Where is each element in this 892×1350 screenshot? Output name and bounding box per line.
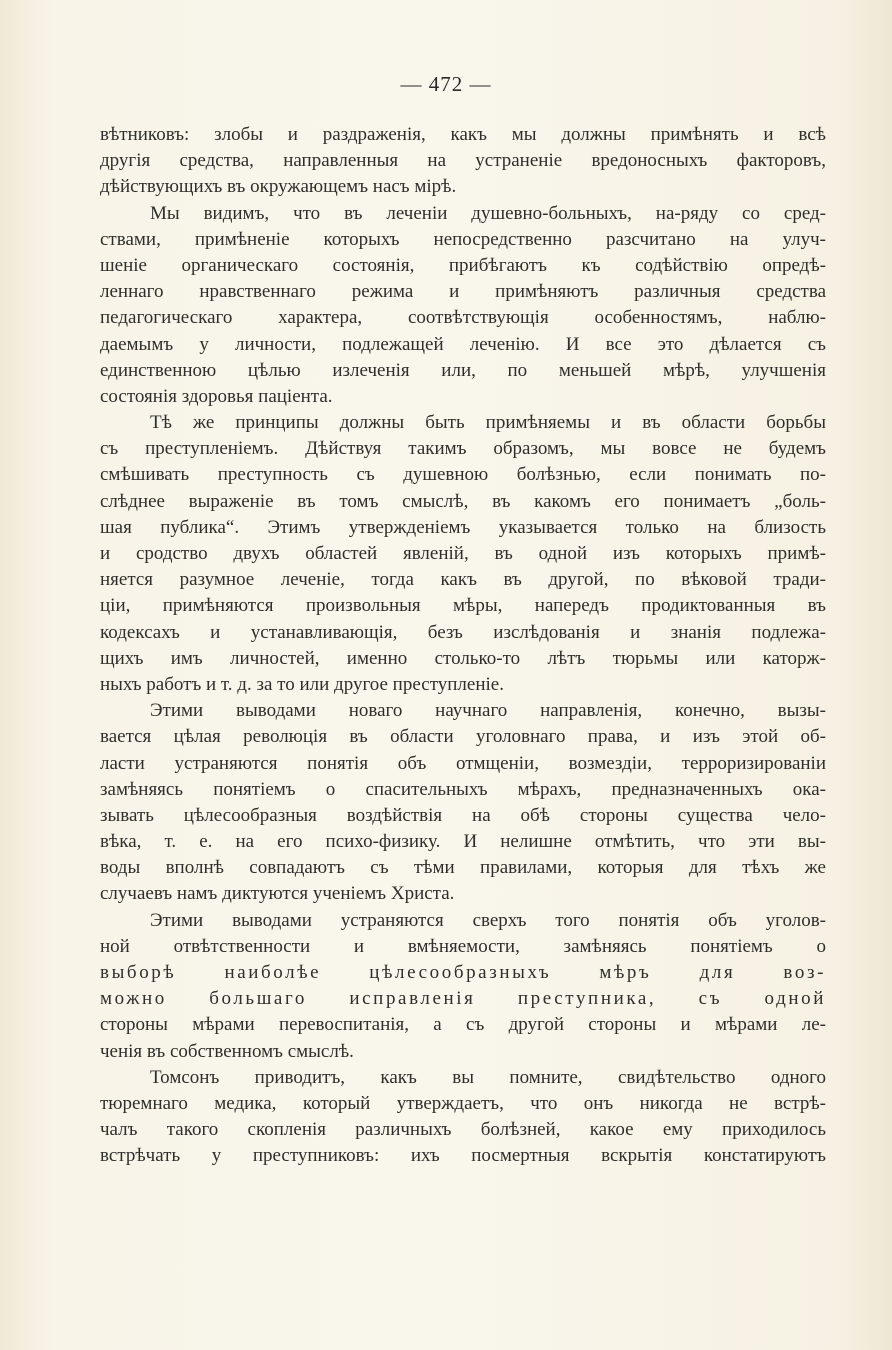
text-line: Мы видимъ, что въ леченіи душевно-больныхъ, на-ряду со сред- bbox=[150, 202, 826, 224]
text-line: вѣтниковъ: злобы и раздраженія, какъ мы должны примѣнять и всѣ bbox=[100, 124, 826, 145]
text-line: даемымъ у личности, подлежащей леченію. И все это дѣлается съ bbox=[100, 333, 826, 355]
text-line: тюремнаго медика, который утверждаетъ, что онъ никогда не встрѣ- bbox=[100, 1092, 826, 1114]
text-line: ченія въ собственномъ смыслѣ. bbox=[100, 1040, 354, 1062]
text-line: шеніе органическаго состоянія, прибѣгаютъ къ содѣйствію опредѣ- bbox=[100, 254, 826, 276]
paragraph-4 bbox=[100, 698, 826, 908]
text-line: стороны мѣрами перевоспитанія, а съ другой стороны и мѣрами ле- bbox=[100, 1014, 826, 1036]
text-line: няется разумное леченіе, тогда какъ въ другой, по вѣковой тради- bbox=[100, 569, 826, 591]
text-line: смѣшивать преступность съ душевною болѣзнью, если понимать по- bbox=[100, 464, 826, 486]
text-line: ствами, примѣненіе которыхъ непосредственно разсчитано на улуч- bbox=[100, 228, 826, 250]
text-line: вается цѣлая революція въ области уголовнаго права, и изъ этой об- bbox=[100, 726, 826, 748]
text-line: воды вполнѣ совпадаютъ съ тѣми правилами, которыя для тѣхъ же bbox=[100, 857, 826, 879]
text-line: состоянія здоровья паціента. bbox=[100, 385, 333, 407]
text-line: съ преступленіемъ. Дѣйствуя такимъ образомъ, мы вовсе не будемъ bbox=[100, 438, 826, 460]
emphasized-text-line: выборѣ наиболѣе цѣлесообразныхъ мѣръ для воз- bbox=[100, 962, 826, 983]
text-line: другія средства, направленныя на устраненіе вредоносныхъ факторовъ, bbox=[100, 150, 826, 172]
text-line: шая публика“. Этимъ утвержденіемъ указывается только на близость bbox=[100, 516, 826, 538]
text-line: встрѣчать у преступниковъ: ихъ посмертныя вскрытія констатируютъ bbox=[100, 1145, 826, 1167]
body-text bbox=[100, 122, 826, 1170]
paragraph-3 bbox=[100, 410, 826, 698]
text-line: и сродство двухъ областей явленій, въ одной изъ которыхъ примѣ- bbox=[100, 543, 826, 564]
paragraph-6 bbox=[100, 1065, 826, 1170]
text-line: ласти устраняются понятія объ отмщеніи, возмездіи, терроризированіи bbox=[100, 752, 826, 774]
text-line: щихъ имъ личностей, именно столько-то лѣтъ тюрьмы или каторж- bbox=[100, 647, 826, 669]
text-line: Этими выводами устраняются сверхъ того понятія объ уголов- bbox=[150, 909, 826, 931]
paragraph-5 bbox=[100, 908, 826, 1065]
paragraph-2 bbox=[100, 201, 826, 411]
text-line: ной отвѣтственности и вмѣняемости, замѣняясь понятіемъ о bbox=[100, 935, 826, 957]
text-line: ціи, примѣняются произвольныя мѣры, напередъ продиктованныя въ bbox=[100, 595, 826, 617]
text-line: педагогическаго характера, соотвѣтствующія особенностямъ, наблю- bbox=[100, 307, 826, 329]
text-line: Этими выводами новаго научнаго направленія, конечно, вызы- bbox=[150, 700, 826, 722]
text-line: Томсонъ приводитъ, какъ вы помните, свидѣтельство одного bbox=[150, 1066, 826, 1088]
text-line: зывать цѣлесообразныя воздѣйствія на обѣ стороны существа чело- bbox=[100, 804, 826, 826]
text-line: леннаго нравственнаго режима и примѣняютъ различныя средства bbox=[100, 281, 826, 303]
text-line: слѣднее выраженіе въ томъ смыслѣ, въ какомъ его понимаетъ „боль- bbox=[100, 490, 826, 512]
text-line: дѣйствующихъ въ окружающемъ насъ мірѣ. bbox=[100, 176, 457, 198]
paragraph-1 bbox=[100, 122, 826, 201]
text-line: Тѣ же принципы должны быть примѣняемы и въ области борьбы bbox=[150, 412, 826, 434]
text-line: ныхъ работъ и т. д. за то или другое преступленіе. bbox=[100, 673, 504, 695]
text-line: случаевъ намъ диктуются ученіемъ Христа. bbox=[100, 883, 455, 905]
text-line: единственною цѣлью излеченія или, по меньшей мѣрѣ, улучшенія bbox=[100, 359, 826, 381]
text-line: кодексахъ и устанавливающія, безъ изслѣдованія и знанія подлежа- bbox=[100, 621, 826, 643]
page-number: — 472 — bbox=[400, 72, 492, 96]
text-line: вѣка, т. е. на его психо-физику. И нелишне отмѣтить, что эти вы- bbox=[100, 831, 826, 853]
text-line: чалъ такого скопленія различныхъ болѣзней, какое ему приходилось bbox=[100, 1119, 826, 1141]
emphasized-text-line: можно большаго исправленія преступника, съ одной bbox=[100, 988, 826, 1010]
text-line: замѣняясь понятіемъ о спасительныхъ мѣрахъ, предназначенныхъ ока- bbox=[100, 778, 826, 800]
